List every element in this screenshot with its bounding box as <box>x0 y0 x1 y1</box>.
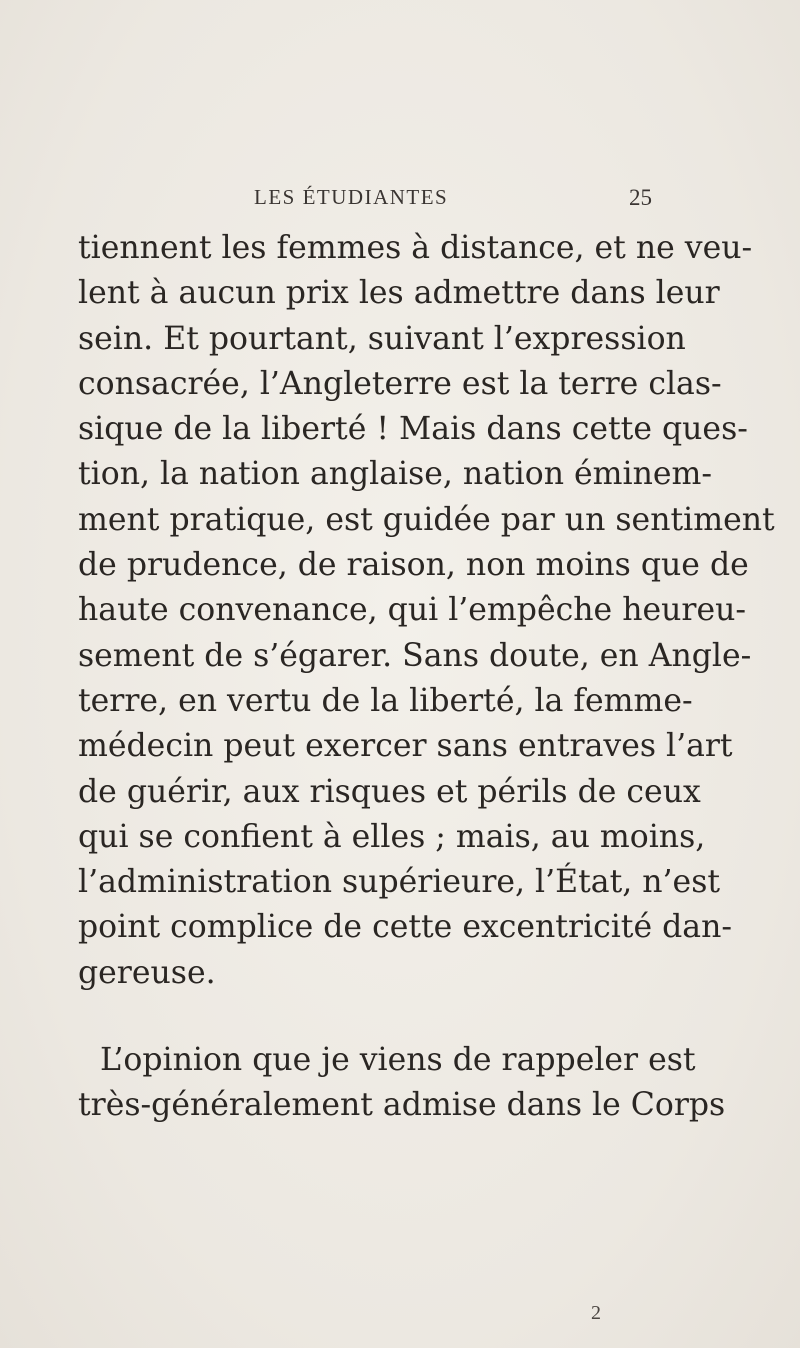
text-line: l’administration supérieure, l’État, n’est <box>78 864 721 901</box>
running-title: LES ÉTUDIANTES <box>254 185 449 209</box>
text-line: lent à aucun prix les admettre dans leur <box>78 275 720 312</box>
text-line: tiennent les femmes à distance, et ne veu- <box>78 230 753 266</box>
signature-mark: 2 <box>591 1302 601 1324</box>
text-line: gereuse. <box>78 954 216 991</box>
text-line: sement de s’égarer. Sans doute, en Angle- <box>78 637 752 674</box>
text-line: médecin peut exercer sans entraves l’art <box>78 728 733 765</box>
text-line: de guérir, aux risques et périls de ceux <box>78 773 701 810</box>
page-number: 25 <box>629 185 652 210</box>
text-line: ment pratique, est guidée par un sentiment <box>78 501 775 538</box>
paragraph-1 <box>78 226 775 996</box>
text-line: tion, la nation anglaise, nation éminem- <box>78 456 713 493</box>
body-text <box>78 226 775 1129</box>
text-line: sein. Et pourtant, suivant l’expression <box>78 320 686 357</box>
paragraph-2 <box>78 1038 726 1129</box>
text-line: très-généralement admise dans le Corps <box>78 1087 726 1124</box>
paragraph-gap <box>78 996 683 1038</box>
text-line: haute convenance, qui l’empêche heureu- <box>78 592 747 629</box>
text-line: L’opinion que je viens de rappeler est <box>100 1042 696 1079</box>
text-line: qui se confient à elles ; mais, au moins, <box>78 818 706 855</box>
text-line: point complice de cette excentricité dan- <box>78 909 732 946</box>
text-line: de prudence, de raison, non moins que de <box>78 547 749 584</box>
text-line: sique de la liberté ! Mais dans cette ques- <box>78 411 748 448</box>
text-line: consacrée, l’Angleterre est la terre clas- <box>78 365 722 402</box>
text-line: terre, en vertu de la liberté, la femme- <box>78 682 693 719</box>
